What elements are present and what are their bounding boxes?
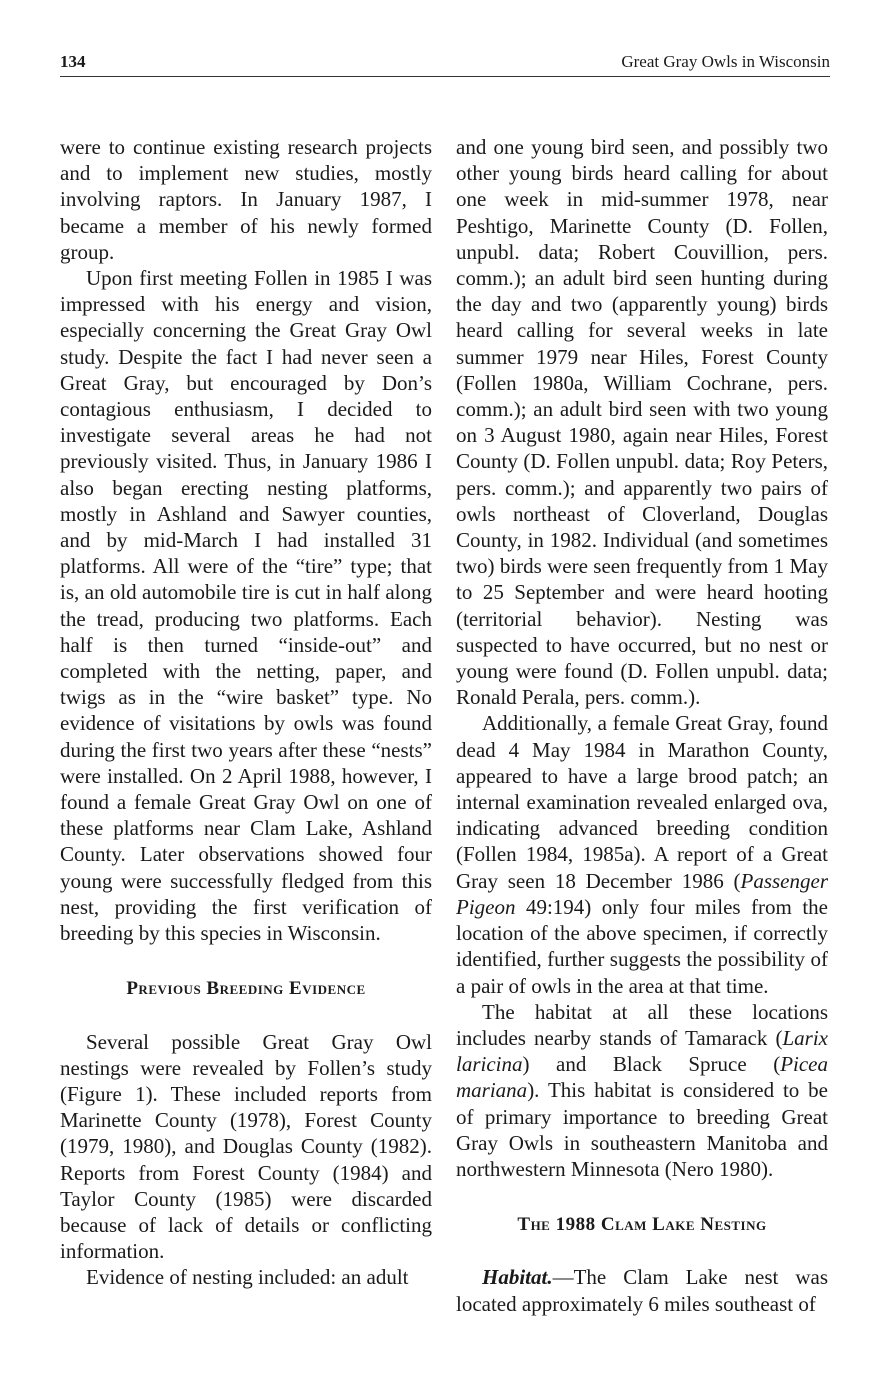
paragraph: were to continue existing research projects and to implement new studies, mostly involving raptors. In January 1987, I became a member of his newly formed group. — [60, 135, 432, 264]
left-column — [60, 134, 432, 1291]
paragraph: and one young bird seen, and possibly two other young birds heard calling for about one week in mid-summer 1978, near Peshtigo, Marinette County (D. Follen, unpubl. data; Robert Couvillion, pers. comm.); an adult bird seen hunting during the day and two (apparently young) birds heard calling for several weeks in late summer 1979 near Hiles, Forest County (Follen 1980a, William Cochrane, pers. comm.); an adult bird seen with two young on 3 August 1980, again near Hiles, Forest County (D. Follen unpubl. data; Roy Peters, pers. comm.); and apparently two pairs of owls northeast of Cloverland, Douglas County, in 1982. Individual (and sometimes two) birds were seen frequently from 1 May to 25 September and were heard hooting (territorial behavior). Nesting was suspected to have occurred, but no nest or young were found (D. Follen unpubl. data; Ronald Perala, pers. comm.). — [456, 135, 828, 710]
paragraph: Evidence of nesting included: an adult — [86, 1265, 409, 1290]
paragraph: The habitat at all these locations includes nearby stands of Tamarack (Larix laricina) and Black Spruce (Picea mariana). This habitat is considered to be of primary importance to breeding Great Gray Owls in southeastern Manitoba and northwestern Minnesota (Nero 1980). — [456, 999, 828, 1181]
page-header — [60, 48, 830, 77]
species-name: Larix laricina — [456, 1025, 828, 1077]
paragraph: Additionally, a female Great Gray, found dead 4 May 1984 in Marathon County, appeared to have a large brood patch; an internal examination revealed enlarged ova, indicating advanced breeding condition (Follen 1984, 1985a). A report of a Great Gray seen 18 December 1986 (Passenger Pigeon 49:194) only four miles from the location of the above specimen, if correctly identified, further suggests the possibility of a pair of owls in the area at that time. — [456, 711, 828, 998]
paragraph: Several possible Great Gray Owl nestings were revealed by Follen’s study (Figure 1). These included reports from Marinette County (1978), Forest County (1979, 1980), and Douglas County (1982). Reports from Forest County (1984) and Taylor County (1985) were discarded because of lack of details or conflicting information. — [60, 1029, 432, 1264]
paragraph: Upon first meeting Follen in 1985 I was impressed with his energy and vision, especially concerning the Great Gray Owl study. Despite the fact I had never seen a Great Gray, but encouraged by Don’s contagious enthusiasm, I decided to investigate several areas he had not previously visited. Thus, in January 1986 I also began erecting nesting platforms, mostly in Ashland and Sawyer counties, and by mid-March I had installed 31 platforms. All were of the “tire” type; that is, an old automobile tire is cut in half along the tread, producing two platforms. Each half is then turned “inside-out” and completed with the netting, paper, and twigs as in the “wire basket” type. No evidence of visitations by owls was found during the first two years after these “nests” were installed. On 2 April 1988, however, I found a female Great Gray Owl on one of these platforms near Clam Lake, Ashland County. Later observations showed four young were successfully fledged from this nest, providing the first verification of breeding by this species in Wisconsin. — [60, 266, 432, 946]
right-column — [456, 134, 828, 1317]
section-heading: The 1988 Clam Lake Nesting — [517, 1214, 767, 1236]
section-heading: Previous Breeding Evidence — [126, 978, 366, 1000]
paragraph: Habitat.—The Clam Lake nest was located approximately 6 miles southeast of — [456, 1265, 828, 1316]
italic-title: Passenger Pigeon — [456, 868, 828, 919]
species-name: Picea mariana — [456, 1052, 828, 1103]
running-title: Great Gray Owls in Wisconsin — [621, 52, 830, 71]
run-in-heading: Habitat. — [482, 1265, 553, 1290]
page-number: 134 — [60, 52, 86, 71]
